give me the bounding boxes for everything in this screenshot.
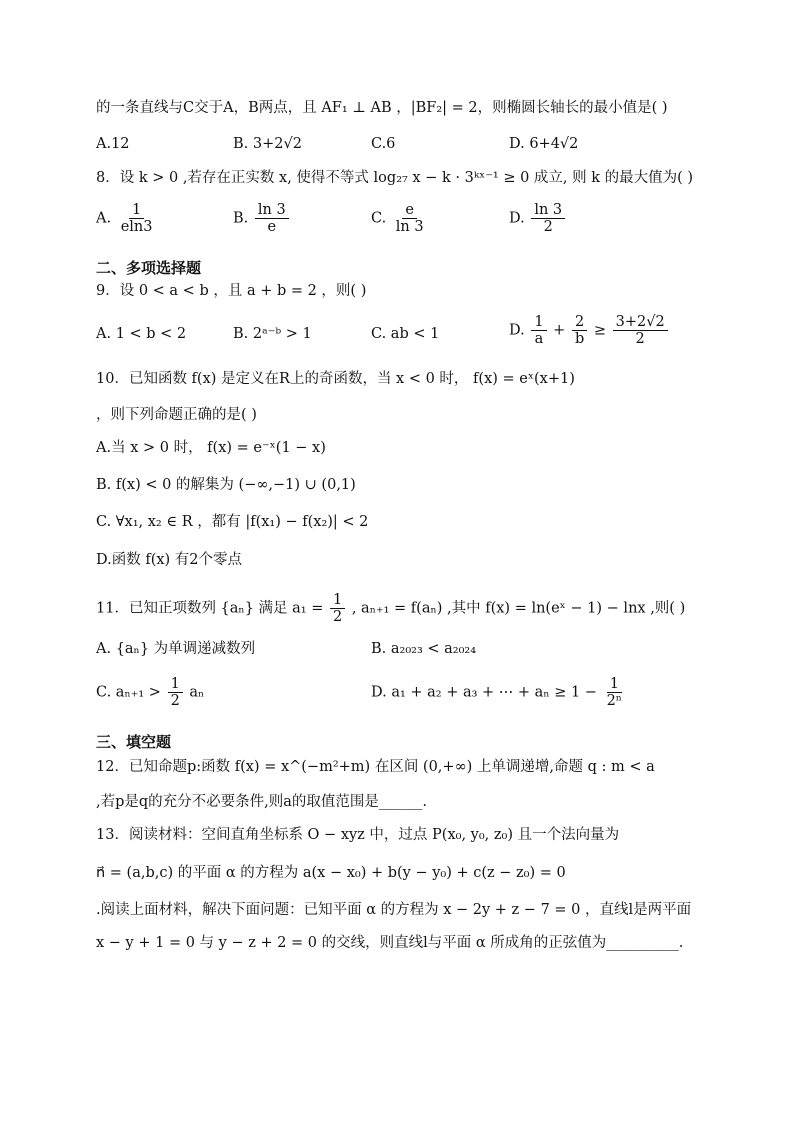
question-8-option-b (233, 202, 291, 235)
question-7-tail: 的一条直线与C交于A，B两点，且 AF₁ ⊥ AB ，|BF₂| = 2，则椭圆长轴长的最小值是( ) (96, 100, 668, 116)
numerator: 3+2√2 (613, 314, 668, 331)
denominator: ln 3 (395, 219, 424, 235)
numerator: 1 (168, 676, 183, 693)
question-11-option-a: A. {aₙ} 为单调递减数列 (96, 641, 256, 657)
question-7-option-d: D. 6+4√2 (509, 136, 579, 152)
section-heading-fill-in: 三、填空题 (96, 733, 172, 751)
question-7-option-c: C.6 (371, 136, 396, 152)
numerator: e (402, 202, 417, 219)
question-9-option-b: B. 2ᵃ⁻ᵇ > 1 (233, 326, 312, 342)
option-label: B. (233, 210, 249, 227)
stem-text: , aₙ₊₁ = f(aₙ) ,其中 f(x) = ln(eˣ − 1) − lnx ,则( ) (351, 600, 686, 617)
numerator: 1 (330, 592, 345, 609)
question-8-option-c (371, 202, 429, 235)
question-10-option-d: D.函数 f(x) 有2个零点 (96, 552, 243, 568)
denominator: a (534, 331, 544, 347)
stem-text: 11．已知正项数列 {aₙ} 满足 a₁ = (96, 600, 324, 617)
question-10-stem: 10．已知函数 f(x) 是定义在R上的奇函数，当 x < 0 时， f(x) = eˣ(x+1) (96, 371, 575, 387)
ge-sign: ≥ (593, 322, 606, 339)
option-text: C. aₙ₊₁ > (96, 684, 161, 701)
question-12-line-1: 12．已知命题p:函数 f(x) = x^(−m²+m) 在区间 (0,+∞) 上单调递增,命题 q : m < a (96, 759, 655, 775)
question-10-option-c: C. ∀x₁, x₂ ∈ R ，都有 |f(x₁) − f(x₂)| < 2 (96, 514, 369, 530)
question-9-option-d (509, 314, 670, 347)
denominator: e (267, 219, 277, 235)
question-10-option-a: A.当 x > 0 时， f(x) = e⁻ˣ(1 − x) (96, 440, 326, 456)
question-8-stem: 8．设 k > 0 ,若存在正实数 x, 使得不等式 log₂₇ x − k · 3ᵏˣ⁻¹ ≥ 0 成立, 则 k 的最大值为( ) (96, 170, 694, 186)
option-label: A. (96, 210, 112, 227)
question-10-option-b: B. f(x) < 0 的解集为 (−∞,−1) ∪ (0,1) (96, 477, 356, 493)
fraction (118, 202, 156, 235)
question-7-option-a: A.12 (96, 136, 130, 152)
option-label: D. (509, 210, 525, 227)
fraction (393, 202, 427, 235)
denominator: 2 (332, 609, 343, 625)
fraction (613, 314, 668, 347)
denominator: 2 (635, 331, 645, 347)
numerator: 1 (129, 202, 144, 219)
fraction (531, 314, 546, 347)
denominator: 2 (170, 693, 180, 709)
fraction (531, 202, 565, 235)
option-label: D. (509, 322, 525, 339)
question-9-option-c: C. ab < 1 (371, 326, 440, 342)
option-text: D. a₁ + a₂ + a₃ + ⋯ + aₙ ≥ 1 − (371, 684, 597, 701)
option-label: C. (371, 210, 387, 227)
denominator: 2 (543, 219, 553, 235)
numerator: 1 (531, 314, 546, 331)
numerator: 2 (572, 314, 587, 331)
section-heading-multiple-choice: 二、多项选择题 (96, 259, 202, 277)
question-11-option-d (371, 676, 627, 709)
denominator: 2ⁿ (606, 693, 623, 709)
question-13-line-3: .阅读上面材料，解决下面问题：已知平面 α 的方程为 x − 2y + z − 7 = 0 ，直线l是两平面 (96, 902, 692, 918)
option-text: aₙ (189, 684, 205, 701)
question-9-stem: 9．设 0 < a < b ，且 a + b = 2 ，则( ) (96, 283, 367, 299)
question-8-option-d (509, 202, 567, 235)
fraction (255, 202, 289, 235)
numerator: ln 3 (255, 202, 289, 219)
fraction (168, 676, 183, 709)
question-8-option-a (96, 202, 158, 235)
denominator: b (574, 331, 585, 347)
fraction (330, 592, 345, 625)
fraction (572, 314, 587, 347)
numerator: 1 (607, 676, 622, 693)
fraction (604, 676, 626, 709)
denominator: eln3 (120, 219, 153, 235)
plus-sign: + (553, 322, 566, 339)
question-13-line-2: n⃗ = (a,b,c) 的平面 α 的方程为 a(x − x₀) + b(y − y₀) + c(z − z₀) = 0 (96, 865, 566, 881)
question-12-line-2: ,若p是q的充分不必要条件,则a的取值范围是______. (96, 794, 428, 810)
question-7-option-b: B. 3+2√2 (233, 136, 302, 152)
question-13-line-1: 13．阅读材料：空间直角坐标系 O − xyz 中，过点 P(x₀, y₀, z₀) 且一个法向量为 (96, 827, 620, 843)
question-11-option-c (96, 676, 204, 709)
numerator: ln 3 (531, 202, 565, 219)
question-11-stem (96, 592, 685, 625)
question-10-stem-cont: ，则下列命题正确的是( ) (96, 407, 257, 423)
question-11-option-b: B. a₂₀₂₃ < a₂₀₂₄ (371, 641, 477, 657)
question-13-line-4: x − y + 1 = 0 与 y − z + 2 = 0 的交线，则直线l与平面 α 所成角的正弦值为__________. (96, 935, 684, 951)
question-9-option-a: A. 1 < b < 2 (96, 326, 187, 342)
